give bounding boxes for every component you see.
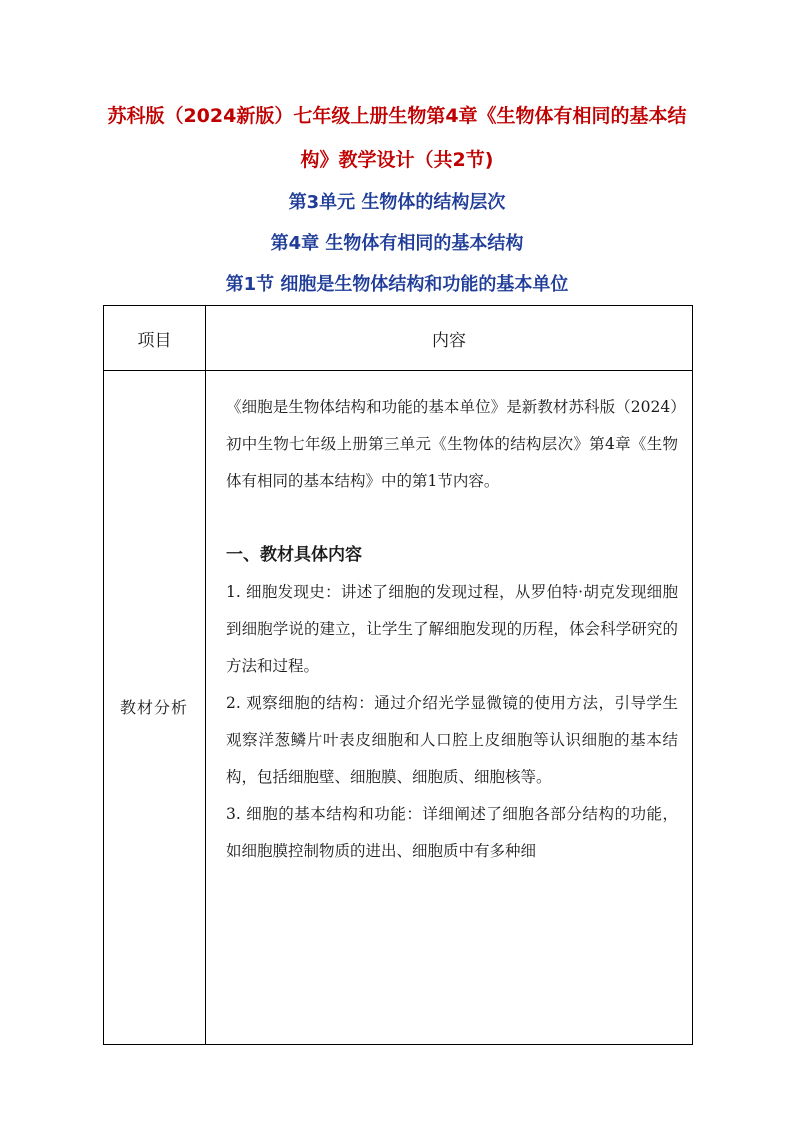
unit-heading: 第3单元 生物体的结构层次: [288, 192, 506, 213]
title-block: [100, 94, 694, 305]
lesson-plan-table: [103, 305, 693, 1045]
row-label-textbook-analysis: 教材分析: [104, 371, 206, 1045]
chapter-heading: 第4章 生物体有相同的基本结构: [270, 233, 524, 254]
content-section-heading: 一、教材具体内容: [226, 545, 362, 565]
content-cell: [206, 371, 693, 1045]
header-content: 内容: [206, 306, 693, 371]
list-item: 1. 细胞发现史：讲述了细胞的发现过程，从罗伯特·胡克发现细胞到细胞学说的建立，让学生了解细胞发现的历程，体会科学研究的方法和过程。: [226, 583, 678, 675]
list-item: 3. 细胞的基本结构和功能：详细阐述了细胞各部分结构的功能，如细胞膜控制物质的进出、细胞质中有多种细: [226, 805, 678, 860]
spacer: [226, 500, 678, 537]
table-row: [104, 371, 693, 1045]
table-header-row: [104, 306, 693, 371]
intro-paragraph: 《细胞是生物体结构和功能的基本单位》是新教材苏科版（2024）初中生物七年级上册第三单元《生物体的结构层次》第4章《生物体有相同的基本结构》中的第1节内容。: [226, 398, 678, 490]
section-heading: 第1节 细胞是生物体结构和功能的基本单位: [225, 274, 569, 295]
header-item: 项目: [104, 306, 206, 371]
document-title: 苏科版（2024新版）七年级上册生物第4章《生物体有相同的基本结构》教学设计（共2节): [107, 105, 687, 171]
list-item: 2. 观察细胞的结构：通过介绍光学显微镜的使用方法，引导学生观察洋葱鳞片叶表皮细胞和人口腔上皮细胞等认识细胞的基本结构，包括细胞壁、细胞膜、细胞质、细胞核等。: [226, 694, 678, 786]
